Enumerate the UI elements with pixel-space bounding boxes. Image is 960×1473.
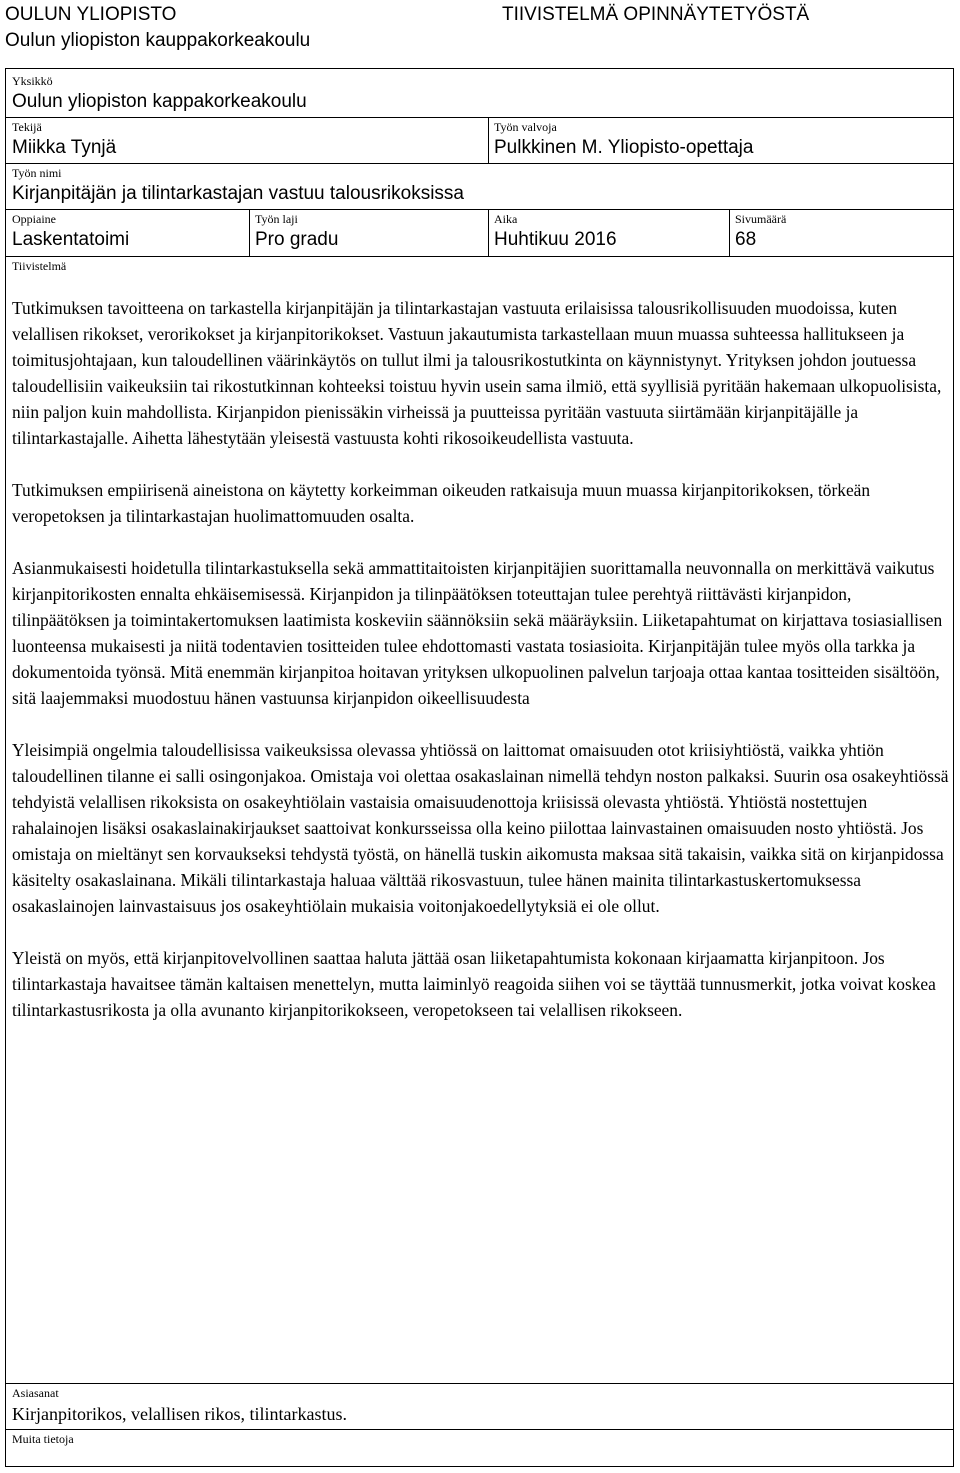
row-divider xyxy=(6,209,953,210)
date-label: Aika xyxy=(494,212,518,226)
title-value: Kirjanpitäjän ja tilintarkastajan vastuu talousrikoksissa xyxy=(12,183,465,204)
row-divider xyxy=(6,256,953,257)
work-type-label: Työn laji xyxy=(255,212,298,226)
pages-label: Sivumäärä xyxy=(735,212,787,226)
row-divider xyxy=(6,1429,953,1430)
unit-value: Oulun yliopiston kappakorkeakoulu xyxy=(12,91,307,112)
subject-value: Laskentatoimi xyxy=(12,229,130,250)
other-info-label: Muita tietoja xyxy=(12,1432,74,1446)
university-name: OULUN YLIOPISTO xyxy=(5,4,177,25)
pages-value: 68 xyxy=(735,229,757,250)
abstract-paragraph: Yleistä on myös, että kirjanpitovelvollinen saattaa haluta jättää osan liiketapahtumista kokonaan kirjaamatta kirjanpitoon. Jos tilintarkastaja havaitsee tämän kaltaisen menettelyn, mutta laiminlyö reagoida siihen voi se täyttää tunnusmerkit, jotka voivat koskea tilintarkastusrikosta ja olla avunanto kirjanpitorikokseen, veropetokseen tai velallisen rikokseen. xyxy=(12,948,936,1020)
abstract-paragraph: Tutkimuksen empiirisenä aineistona on käytetty korkeimman oikeuden ratkaisuja muun muassa kirjanpitorikoksen, törkeän veropetoksen ja tilintarkastajan huolimattomuuden osalta. xyxy=(12,480,871,526)
column-divider xyxy=(249,209,250,256)
row-divider xyxy=(6,163,953,164)
supervisor-value: Pulkkinen M. Yliopisto-opettaja xyxy=(494,137,754,158)
keywords-label: Asiasanat xyxy=(12,1386,59,1400)
school-name: Oulun yliopiston kauppakorkeakoulu xyxy=(5,30,311,51)
title-label: Työn nimi xyxy=(12,166,62,180)
supervisor-label: Työn valvoja xyxy=(494,120,557,134)
abstract-paragraph: Asianmukaisesti hoidetulla tilintarkastuksella sekä ammattitaitoisten kirjanpitäjien suorittamalla neuvonnalla on merkittävä vaikutus kirjanpitorikosten ennalta ehkäisemisessä. Kirjanpidon ja tilinpäätöksen toteuttajan tulee perehtyä riittävästi kirjanpidon, tilinpäätöksen ja toimintakertomuksen laatimista koskeviin säännöksiin sekä määräyksiin. Liiketapahtumat on kirjattava tosiasiallisen luonteensa mukaisesti ja niitä todentavien tositteiden tulee ehdottomasti vastata tosiasioita. Kirjanpitäjän tulee myös olla tarkka ja dokumentoida työnsä. Mitä enemmän kirjanpitoa hoitavan yrityksen ulkopuolinen palvelun tarjoaja ottaa kantaa tositteiden sisältöön, sitä laajemmaksi muodostuu hänen vastuunsa kirjanpidon oikeellisuudesta xyxy=(12,558,943,708)
author-value: Miikka Tynjä xyxy=(12,137,117,158)
subject-label: Oppiaine xyxy=(12,212,56,226)
row-divider xyxy=(6,1383,953,1384)
document-type: TIIVISTELMÄ OPINNÄYTETYÖSTÄ xyxy=(502,4,810,25)
abstract-form xyxy=(5,68,954,1467)
column-divider xyxy=(729,209,730,256)
abstract-paragraph: Yleisimpiä ongelmia taloudellisissa vaikeuksissa olevassa yhtiössä on laittomat omaisuuden otot kriisiyhtiöstä, vaikka yhtiön taloudellinen tilanne ei salli osingonjakoa. Omistaja voi olettaa osakaslainan nimellä tehdyn noston palkaksi. Suurin osa osakeyhtiössä tehdyistä velallisen rikoksista on osakeyhtiölain vastaisia omaisuudenottoja kriisissä olevasta yhtiöstä. Yhtiöstä nostettujen rahalainojen lisäksi osakaslainakirjaukset saattoivat konkursseissa olla keino piilottaa lainvastainen omaisuuden nosto yhtiöstä. Jos omistaja on mieltänyt sen korvaukseksi tehdystä työstä, on hänellä tuskin aikomusta maksaa sitä takaisin, vaikka sitä on kirjanpidossa käsitelty osakaslainana. Mikäli tilintarkastaja haluaa välttää rikosvastuun, tulee hänen mainita tilintarkastuskertomuksessa osakaslainojen lainvastaisuus jos osakeyhtiölain mukaisia voitonjakoedellytyksiä ei ole ollut. xyxy=(12,740,949,916)
column-divider xyxy=(488,117,489,163)
column-divider xyxy=(488,209,489,256)
abstract-label: Tiivistelmä xyxy=(12,259,67,273)
unit-label: Yksikkö xyxy=(12,74,53,88)
work-type-value: Pro gradu xyxy=(255,229,339,250)
keywords-value: Kirjanpitorikos, velallisen rikos, tilintarkastus. xyxy=(12,1404,347,1424)
date-value: Huhtikuu 2016 xyxy=(494,229,617,250)
row-divider xyxy=(6,117,953,118)
author-label: Tekijä xyxy=(12,120,42,134)
abstract-body xyxy=(12,295,950,1049)
abstract-paragraph: Tutkimuksen tavoitteena on tarkastella kirjanpitäjän ja tilintarkastajan vastuuta erilaisissa talousrikollisuuden muodoissa, kuten velallisen rikokset, verorikokset ja kirjanpitorikokset. Vastuun jakautumista tarkastellaan muun muassa suhteessa hallitukseen ja toimitusjohtajaan, kun taloudellinen väärinkäytös on tullut ilmi ja talousrikostutkinta on käynnistynyt. Yrityksen johdon joutuessa taloudellisiin vaikeuksiin tai rikostutkinnan kohteeksi toistuu hyvin usein sama ilmiö, että syyllisiä pyritään hakemaan ulkopuolisista, niin paljon kuin mahdollista. Kirjanpidon pienissäkin virheissä ja puutteissa pyritään vastuuta siirtämään kirjanpitäjälle ja tilintarkastajalle. Aihetta lähestytään yleisestä vastuusta kohti rikosoikeudellista vastuuta. xyxy=(12,298,942,448)
